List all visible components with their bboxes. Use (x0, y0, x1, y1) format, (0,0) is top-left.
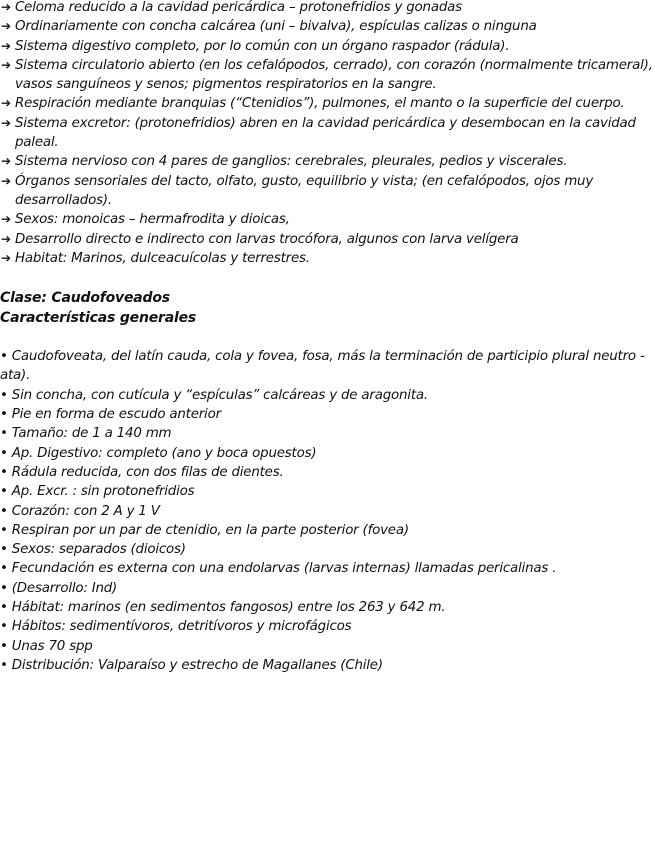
feature-text: Sexos: monoicas – hermafrodita y dioicas, (15, 212, 290, 228)
characteristic-item (0, 386, 655, 405)
characteristics-list (0, 347, 655, 675)
characteristic-text: Caudofoveata, del latín cauda, cola y fovea, fosa, más la terminación de participio plural neutro -ata). (0, 349, 645, 384)
bullet-icon: • (0, 638, 8, 654)
characteristic-item (0, 637, 655, 656)
arrow-icon: ➔ (1, 96, 11, 111)
feature-item (0, 249, 655, 268)
arrow-icon: ➔ (1, 231, 11, 246)
bullet-icon: • (0, 349, 8, 365)
characteristic-item (0, 502, 655, 521)
feature-item (0, 0, 655, 17)
bullet-icon: • (0, 600, 8, 616)
general-features-list (0, 0, 655, 268)
characteristic-text: Pie en forma de escudo anterior (11, 407, 221, 423)
characteristic-text: Respiran por un par de ctenidio, en la parte posterior (fovea) (11, 522, 409, 538)
bullet-icon: • (0, 464, 8, 480)
characteristic-text: Rádula reducida, con dos filas de dientes. (11, 464, 284, 480)
characteristic-text: Ap. Digestivo: completo (ano y boca opuestos) (11, 445, 317, 461)
arrow-icon: ➔ (1, 212, 11, 227)
bullet-icon: • (0, 561, 8, 577)
characteristic-item (0, 521, 655, 540)
feature-text: Sistema excretor: (protonefridios) abren en la cavidad pericárdica y desembocan en la cavidad paleal. (15, 115, 636, 151)
arrow-icon: ➔ (1, 38, 11, 53)
characteristic-text: (Desarrollo: Ind) (11, 580, 118, 596)
characteristic-text: Hábitat: marinos (en sedimentos fangosos) entre los 263 y 642 m. (11, 600, 446, 616)
characteristic-item (0, 482, 655, 501)
characteristic-text: Distribución: Valparaíso y estrecho de Magallanes (Chile) (11, 657, 383, 673)
characteristic-text: Ap. Excr. : sin protonefridios (11, 484, 195, 500)
characteristic-item (0, 444, 655, 463)
characteristic-item (0, 463, 655, 482)
characteristic-text: Unas 70 spp (11, 638, 93, 654)
feature-text: Sistema digestivo completo, por lo común con un órgano raspador (rádula). (15, 38, 510, 54)
arrow-icon: ➔ (1, 19, 11, 34)
feature-item (0, 152, 655, 171)
bullet-icon: • (0, 657, 8, 673)
arrow-icon: ➔ (1, 0, 11, 14)
bullet-icon: • (0, 619, 8, 635)
bullet-icon: • (0, 484, 8, 500)
feature-text: Órganos sensoriales del tacto, olfato, gusto, equilibrio y vista; (en cefalópodos, ojos muy desarrollados). (15, 173, 594, 208)
characteristic-text: Corazón: con 2 A y 1 V (11, 503, 160, 519)
feature-item (0, 172, 655, 211)
class-heading (0, 289, 655, 328)
bullet-icon: • (0, 580, 8, 596)
feature-item (0, 37, 655, 56)
arrow-icon: ➔ (1, 173, 11, 188)
bullet-icon: • (0, 503, 8, 519)
feature-text: Habitat: Marinos, dulceacuícolas y terrestres. (15, 250, 310, 266)
feature-item (0, 210, 655, 229)
feature-item (0, 94, 655, 113)
characteristic-item (0, 598, 655, 617)
feature-text: Desarrollo directo e indirecto con larvas trocófora, algunos con larva velígera (15, 231, 519, 247)
characteristic-item (0, 656, 655, 675)
feature-text: Ordinariamente con concha calcárea (uni – bivalva), espículas calizas o ninguna (15, 19, 537, 35)
feature-item (0, 17, 655, 36)
characteristic-text: Sexos: separados (dioicos) (11, 542, 186, 558)
characteristic-item (0, 540, 655, 559)
bullet-icon: • (0, 426, 8, 442)
feature-text: Celoma reducido a la cavidad pericárdica – protonefridios y gonadas (15, 0, 462, 15)
feature-item (0, 56, 655, 95)
feature-text: Sistema nervioso con 4 pares de ganglios: cerebrales, pleurales, pedios y viscerales. (15, 154, 568, 170)
feature-item (0, 114, 655, 153)
feature-item (0, 230, 655, 249)
arrow-icon: ➔ (1, 154, 11, 169)
bullet-icon: • (0, 542, 8, 558)
characteristic-text: Sin concha, con cutícula y “espículas” calcáreas y de aragonita. (11, 387, 428, 403)
characteristic-text: Tamaño: de 1 a 140 mm (11, 426, 172, 442)
characteristic-item (0, 424, 655, 443)
characteristic-item (0, 559, 655, 578)
arrow-icon: ➔ (1, 115, 11, 130)
characteristic-item (0, 617, 655, 636)
feature-text: Respiración mediante branquias (“Ctenidios”), pulmones, el manto o la superficie del cuerpo. (15, 96, 625, 112)
arrow-icon: ➔ (1, 250, 11, 265)
characteristic-item (0, 579, 655, 598)
bullet-icon: • (0, 522, 8, 538)
characteristic-text: Hábitos: sedimentívoros, detritívoros y microfágicos (11, 619, 352, 635)
feature-text: Sistema circulatorio abierto (en los cefalópodos, cerrado), con corazón (normalmente tricameral), vasos sanguíneos y senos; pigmentos respiratorios en la sangre. (15, 57, 653, 93)
bullet-icon: • (0, 387, 8, 403)
arrow-icon: ➔ (1, 57, 11, 72)
class-title: Clase: Caudofoveados (0, 290, 170, 307)
characteristic-item (0, 405, 655, 424)
characteristic-text: Fecundación es externa con una endolarvas (larvas internas) llamadas pericalinas . (11, 561, 557, 577)
characteristic-item (0, 347, 655, 386)
class-subtitle: Características generales (0, 309, 196, 326)
bullet-icon: • (0, 445, 8, 461)
bullet-icon: • (0, 407, 8, 423)
